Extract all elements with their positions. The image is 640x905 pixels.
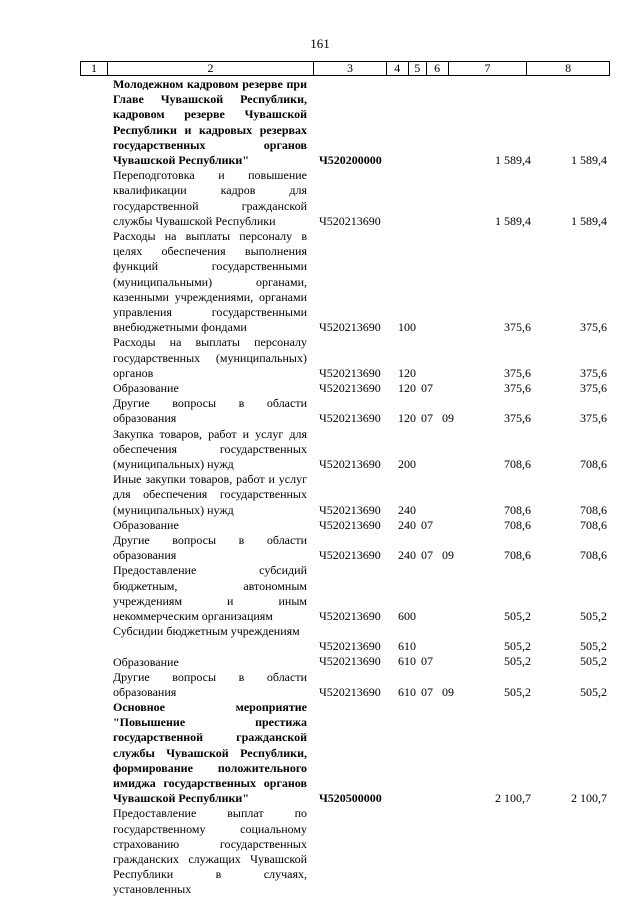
row-description: Предоставление субсидий бюджетным, автономным учреждениям и иным некоммерческим организациям bbox=[113, 563, 307, 623]
row-description: Расходы на выплаты персоналу в целях обеспечения выполнения функций государственными (муниципальными) органами, казенными учреждениями, органами управления государственными внебюджетными фондами bbox=[113, 228, 307, 335]
row-description: Другие вопросы в области образования bbox=[113, 669, 307, 699]
row-amount-col7: 375,6 bbox=[504, 411, 531, 426]
header-col-6: 6 bbox=[427, 62, 449, 75]
row-amount-col8: 708,6 bbox=[580, 456, 607, 471]
row-amount-col7: 708,6 bbox=[504, 502, 531, 517]
row-target-code: Ч520213690 bbox=[319, 213, 381, 228]
row-target-code: Ч520500000 bbox=[319, 791, 382, 806]
row-amount-col7: 1 589,4 bbox=[495, 152, 531, 167]
row-subsection: 09 bbox=[442, 548, 454, 563]
row-target-code: Ч520213690 bbox=[319, 320, 381, 335]
table-row bbox=[0, 229, 640, 335]
row-section: 07 bbox=[421, 684, 433, 699]
header-col-4: 4 bbox=[387, 62, 409, 75]
row-amount-col8: 2 100,7 bbox=[571, 791, 607, 806]
header-col-1: 1 bbox=[81, 62, 108, 75]
header-col-3: 3 bbox=[314, 62, 387, 75]
table-row bbox=[0, 670, 640, 700]
row-target-code: Ч520213690 bbox=[319, 380, 381, 395]
table-row bbox=[0, 563, 640, 624]
row-target-code: Ч520213690 bbox=[319, 365, 381, 380]
row-target-code: Ч520213690 bbox=[319, 684, 381, 699]
row-subsection: 09 bbox=[442, 411, 454, 426]
row-expense-type: 240 bbox=[398, 548, 416, 563]
row-amount-col8: 1 589,4 bbox=[571, 213, 607, 228]
row-expense-type: 610 bbox=[398, 684, 416, 699]
row-amount-col8: 708,6 bbox=[580, 502, 607, 517]
row-amount-col7: 505,2 bbox=[504, 639, 531, 654]
row-description: Предоставление выплат по государственному социальному страхованию государственных гражданских служащих Чувашской Республики в случаях, установленных bbox=[113, 806, 307, 897]
row-expense-type: 100 bbox=[398, 320, 416, 335]
row-section: 07 bbox=[421, 380, 433, 395]
table-row bbox=[0, 335, 640, 381]
row-amount-col8: 708,6 bbox=[580, 517, 607, 532]
row-amount-col7: 708,6 bbox=[504, 517, 531, 532]
row-amount-col8: 375,6 bbox=[580, 411, 607, 426]
row-expense-type: 610 bbox=[398, 654, 416, 669]
row-description: Основное мероприятие "Повышение престижа государственной гражданской службы Чувашской Республики, формирование положительного имиджа государственных органов Чувашской Республики" bbox=[113, 700, 307, 806]
header-col-7: 7 bbox=[449, 62, 528, 75]
header-col-5: 5 bbox=[409, 62, 427, 75]
row-expense-type: 600 bbox=[398, 608, 416, 623]
header-col-8: 8 bbox=[565, 61, 572, 75]
row-target-code: Ч520213690 bbox=[319, 654, 381, 669]
row-amount-col7: 375,6 bbox=[504, 365, 531, 380]
row-amount-col8: 375,6 bbox=[580, 380, 607, 395]
row-expense-type: 120 bbox=[398, 411, 416, 426]
row-description: Закупка товаров, работ и услуг для обеспечения государственных (муниципальных) нужд bbox=[113, 426, 307, 471]
table-header bbox=[80, 61, 610, 76]
table-row bbox=[0, 624, 640, 654]
row-amount-col8: 708,6 bbox=[580, 548, 607, 563]
row-expense-type: 610 bbox=[398, 639, 416, 654]
table-row bbox=[0, 381, 640, 396]
row-amount-col7: 505,2 bbox=[504, 654, 531, 669]
row-amount-col8: 375,6 bbox=[580, 320, 607, 335]
row-amount-col7: 1 589,4 bbox=[495, 213, 531, 228]
row-amount-col7: 2 100,7 bbox=[495, 791, 531, 806]
table-row bbox=[0, 396, 640, 426]
row-amount-col7: 375,6 bbox=[504, 380, 531, 395]
table-row bbox=[0, 77, 640, 168]
row-expense-type: 240 bbox=[398, 502, 416, 517]
row-amount-col8: 505,2 bbox=[580, 608, 607, 623]
row-description: Образование bbox=[113, 654, 179, 669]
row-description: Субсидии бюджетным учреждениям bbox=[113, 624, 300, 639]
row-description: Другие вопросы в области образования bbox=[113, 396, 307, 426]
table-row bbox=[0, 806, 640, 897]
row-section: 07 bbox=[421, 548, 433, 563]
row-target-code: Ч520213690 bbox=[319, 639, 381, 654]
row-expense-type: 200 bbox=[398, 456, 416, 471]
row-target-code: Ч520213690 bbox=[319, 517, 381, 532]
row-amount-col8: 505,2 bbox=[580, 684, 607, 699]
header-col-2: 2 bbox=[108, 62, 314, 75]
row-description: Образование bbox=[113, 517, 179, 532]
row-subsection: 09 bbox=[442, 684, 454, 699]
row-amount-col7: 708,6 bbox=[504, 548, 531, 563]
table-row bbox=[0, 518, 640, 533]
table-row bbox=[0, 655, 640, 670]
row-target-code: Ч520213690 bbox=[319, 502, 381, 517]
row-expense-type: 240 bbox=[398, 517, 416, 532]
row-target-code: Ч520200000 bbox=[319, 152, 382, 167]
page-number: 161 bbox=[310, 36, 330, 51]
row-description: Образование bbox=[113, 380, 179, 395]
row-amount-col7: 375,6 bbox=[504, 320, 531, 335]
budget-table-body bbox=[0, 77, 640, 897]
table-row bbox=[0, 472, 640, 518]
row-amount-col8: 375,6 bbox=[580, 365, 607, 380]
row-amount-col8: 505,2 bbox=[580, 654, 607, 669]
row-description: Иные закупки товаров, работ и услуг для обеспечения государственных (муниципальных) нужд bbox=[113, 472, 307, 517]
row-section: 07 bbox=[421, 517, 433, 532]
row-amount-col7: 708,6 bbox=[504, 456, 531, 471]
row-expense-type: 120 bbox=[398, 380, 416, 395]
row-section: 07 bbox=[421, 411, 433, 426]
row-description: Другие вопросы в области образования bbox=[113, 532, 307, 563]
table-row bbox=[0, 700, 640, 806]
row-target-code: Ч520213690 bbox=[319, 548, 381, 563]
row-amount-col8: 505,2 bbox=[580, 639, 607, 654]
row-description: Расходы на выплаты персоналу государственных (муниципальных) органов bbox=[113, 335, 307, 380]
row-amount-col7: 505,2 bbox=[504, 684, 531, 699]
row-amount-col8: 1 589,4 bbox=[571, 152, 607, 167]
table-row bbox=[0, 427, 640, 473]
row-target-code: Ч520213690 bbox=[319, 456, 381, 471]
row-description: Молодежном кадровом резерве при Главе Чувашской Республики, кадровом резерве Чувашской Республики и кадровых резервах государственных органов Чувашской Республики" bbox=[113, 77, 307, 168]
row-section: 07 bbox=[421, 654, 433, 669]
row-expense-type: 120 bbox=[398, 365, 416, 380]
row-description: Переподготовка и повышение квалификации кадров для государственной гражданской службы Чувашской Республики bbox=[113, 168, 307, 228]
row-target-code: Ч520213690 bbox=[319, 608, 381, 623]
table-row bbox=[0, 168, 640, 229]
row-target-code: Ч520213690 bbox=[319, 411, 381, 426]
table-row bbox=[0, 533, 640, 563]
row-amount-col7: 505,2 bbox=[504, 608, 531, 623]
